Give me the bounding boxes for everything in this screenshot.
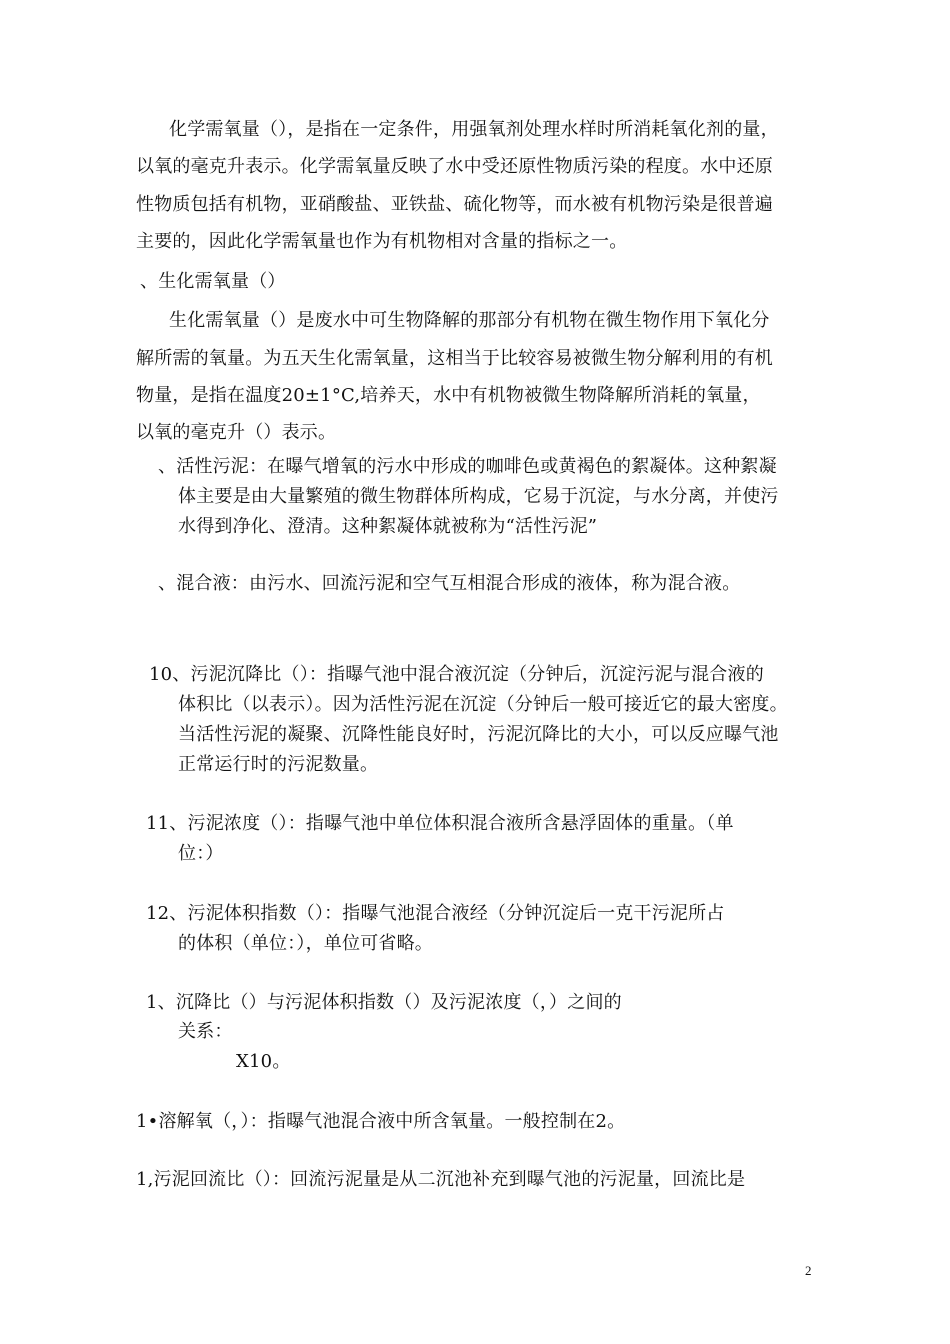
text-line: 解所需的氧量。为五天生化需氧量，这相当于比较容易被微生物分解利用的有机	[136, 348, 773, 369]
text-line: 1、沉降比（）与污泥体积指数（）及污泥浓度（，）之间的	[146, 992, 622, 1013]
text-line: 水得到净化、澄清。这种絮凝体就被称为“活性污泥”	[178, 516, 598, 537]
text-line: 物量，是指在温度20±1°C,培养天，水中有机物被微生物降解所消耗的氧量，	[136, 385, 761, 406]
page-number: 2	[805, 1263, 812, 1278]
text-line: 11、污泥浓度（）：指曝气池中单位体积混合液所含悬浮固体的重量。（单	[146, 813, 734, 834]
text-line: 1,污泥回流比（）：回流污泥量是从二沉池补充到曝气池的污泥量，回流比是	[136, 1169, 746, 1190]
formula-line: X10。	[236, 1051, 291, 1072]
text-line: 生化需氧量（）是废水中可生物降解的那部分有机物在微生物作用下氧化分	[169, 310, 770, 331]
text-line: 当活性污泥的凝聚、沉降性能良好时，污泥沉降比的大小，可以反应曝气池	[178, 724, 779, 745]
text-line: 1•溶解氧（，）：指曝气池混合液中所含氧量。一般控制在2。	[136, 1111, 626, 1132]
text-line: 的体积（单位：），单位可省略。	[178, 933, 433, 954]
text-line: 、混合液：由污水、回流污泥和空气互相混合形成的液体，称为混合液。	[158, 573, 741, 594]
text-line: 以氧的毫克升（）表示。	[136, 422, 337, 443]
text-line: 以氧的毫克升表示。化学需氧量反映了水中受还原性物质污染的程度。水中还原	[136, 156, 773, 177]
text-line: 体主要是由大量繁殖的微生物群体所构成，它易于沉淀，与水分离，并使污	[178, 486, 779, 507]
text-line: 、活性污泥：在曝气增氧的污水中形成的咖啡色或黄褐色的絮凝体。这种絮凝	[158, 456, 777, 477]
text-line: 正常运行时的污泥数量。	[178, 754, 379, 775]
text-line: 12、污泥体积指数（）：指曝气池混合液经（分钟沉淀后一克干污泥所占	[146, 903, 725, 924]
text-line: 体积比（以表示）。因为活性污泥在沉淀（分钟后一般可接近它的最大密度。	[178, 694, 788, 715]
text-line: 性物质包括有机物，亚硝酸盐、亚铁盐、硫化物等，而水被有机物污染是很普遍	[136, 194, 773, 215]
text-line: 主要的，因此化学需氧量也作为有机物相对含量的指标之一。	[136, 231, 628, 252]
text-line: 10、污泥沉降比（）：指曝气池中混合液沉淀（分钟后，沉淀污泥与混合液的	[149, 664, 764, 685]
section-heading: 、生化需氧量（）	[140, 271, 286, 292]
text-line: 关系：	[178, 1021, 233, 1042]
text-line: 位：）	[178, 843, 224, 864]
text-line: 化学需氧量（），是指在一定条件，用强氧剂处理水样时所消耗氧化剂的量，	[169, 119, 779, 140]
